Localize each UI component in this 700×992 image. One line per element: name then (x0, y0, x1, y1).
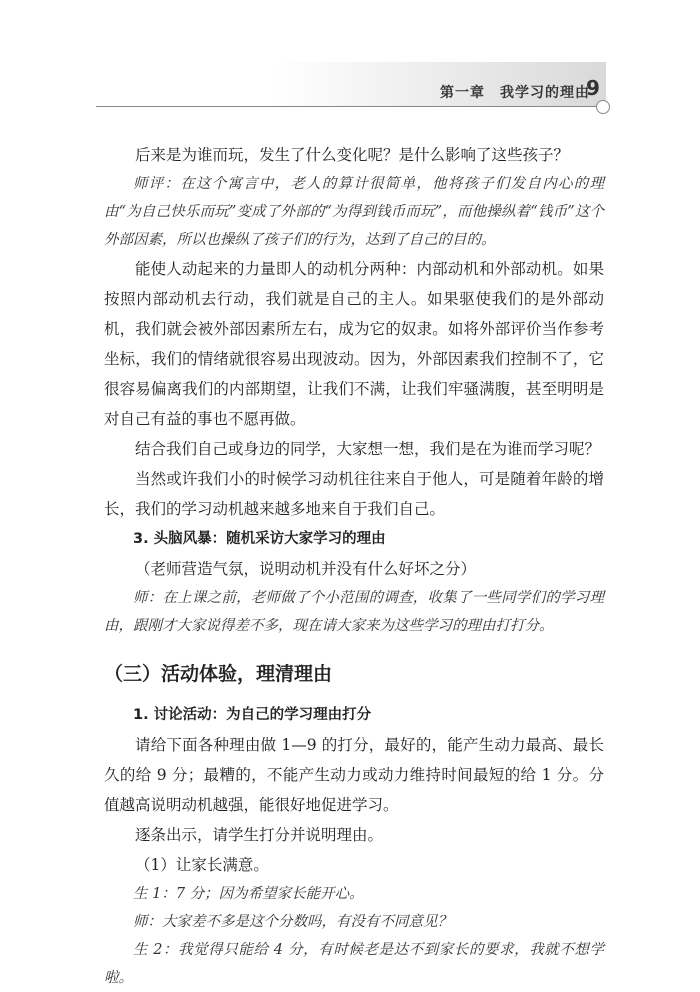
student-reply: 生 2：我觉得只能给 4 分，有时候老是达不到家长的要求，我就不想学啦。 (104, 942, 604, 986)
teacher-comment: 师评：在这个寓言中，老人的算计很简单，他将孩子们发自内心的理由“为自己快乐而玩”变成了外部的“为得到钱币而玩”，而他操纵着“钱币”这个外部因素，所以也操纵了孩子们的行为，达到了自己的目的。 (104, 176, 604, 248)
paragraph: 当然或许我们小的时候学习动机往往来自于他人，可是随着年龄的增长，我们的学习动机越来越多地来自于我们自己。 (104, 470, 604, 518)
paragraph: 结合我们自己或身边的同学，大家想一想，我们是在为谁而学习呢？ (135, 440, 601, 458)
paragraph: 逐条出示，请学生打分并说明理由。 (135, 826, 384, 844)
student-reply: 生 1：7 分；因为希望家长能开心。 (133, 886, 364, 902)
subheading: 1. 讨论活动：为自己的学习理由打分 (133, 707, 372, 723)
paragraph: 后来是为谁而玩，发生了什么变化呢？是什么影响了这些孩子？ (135, 146, 570, 164)
section-heading: （三）活动体验，理清理由 (104, 663, 333, 685)
subheading: 3. 头脑风暴：随机采访大家学习的理由 (133, 531, 386, 547)
header-rule (96, 106, 598, 107)
header-rule-dot (596, 100, 610, 114)
paragraph: （老师营造气氛，说明动机并没有什么好坏之分） (135, 560, 477, 578)
teacher-remark: 师：在上课之前，老师做了个小范围的调查，收集了一些同学们的学习理由，跟刚才大家说得差不多，现在请大家来为这些学习的理由打打分。 (104, 590, 604, 634)
chapter-title: 第一章 我学习的理由 (440, 85, 590, 101)
page-body (104, 140, 604, 992)
paragraph: 能使人动起来的力量即人的动机分两种：内部动机和外部动机。如果按照内部动机去行动，我们就是自己的主人。如果驱使我们的是外部动机，我们就会被外部因素所左右，成为它的奴隶。如将外部评价当作参考坐标，我们的情绪就很容易出现波动。因为，外部因素我们控制不了，它很容易偏离我们的内部期望，让我们不满，让我们牢骚满腹，甚至明明是对自己有益的事也不愿再做。 (104, 260, 604, 428)
page-number: 9 (586, 76, 600, 100)
teacher-remark: 师：大家差不多是这个分数吗，有没有不同意见？ (133, 914, 452, 930)
paragraph: （1）让家长满意。 (135, 856, 269, 874)
page-header (0, 62, 700, 118)
paragraph: 请给下面各种理由做 1—9 的打分，最好的，能产生动力最高、最长久的给 9 分；最糟的，不能产生动力或动力维持时间最短的给 1 分。分值越高说明动机越强，能很好地促进学习。 (104, 736, 604, 814)
